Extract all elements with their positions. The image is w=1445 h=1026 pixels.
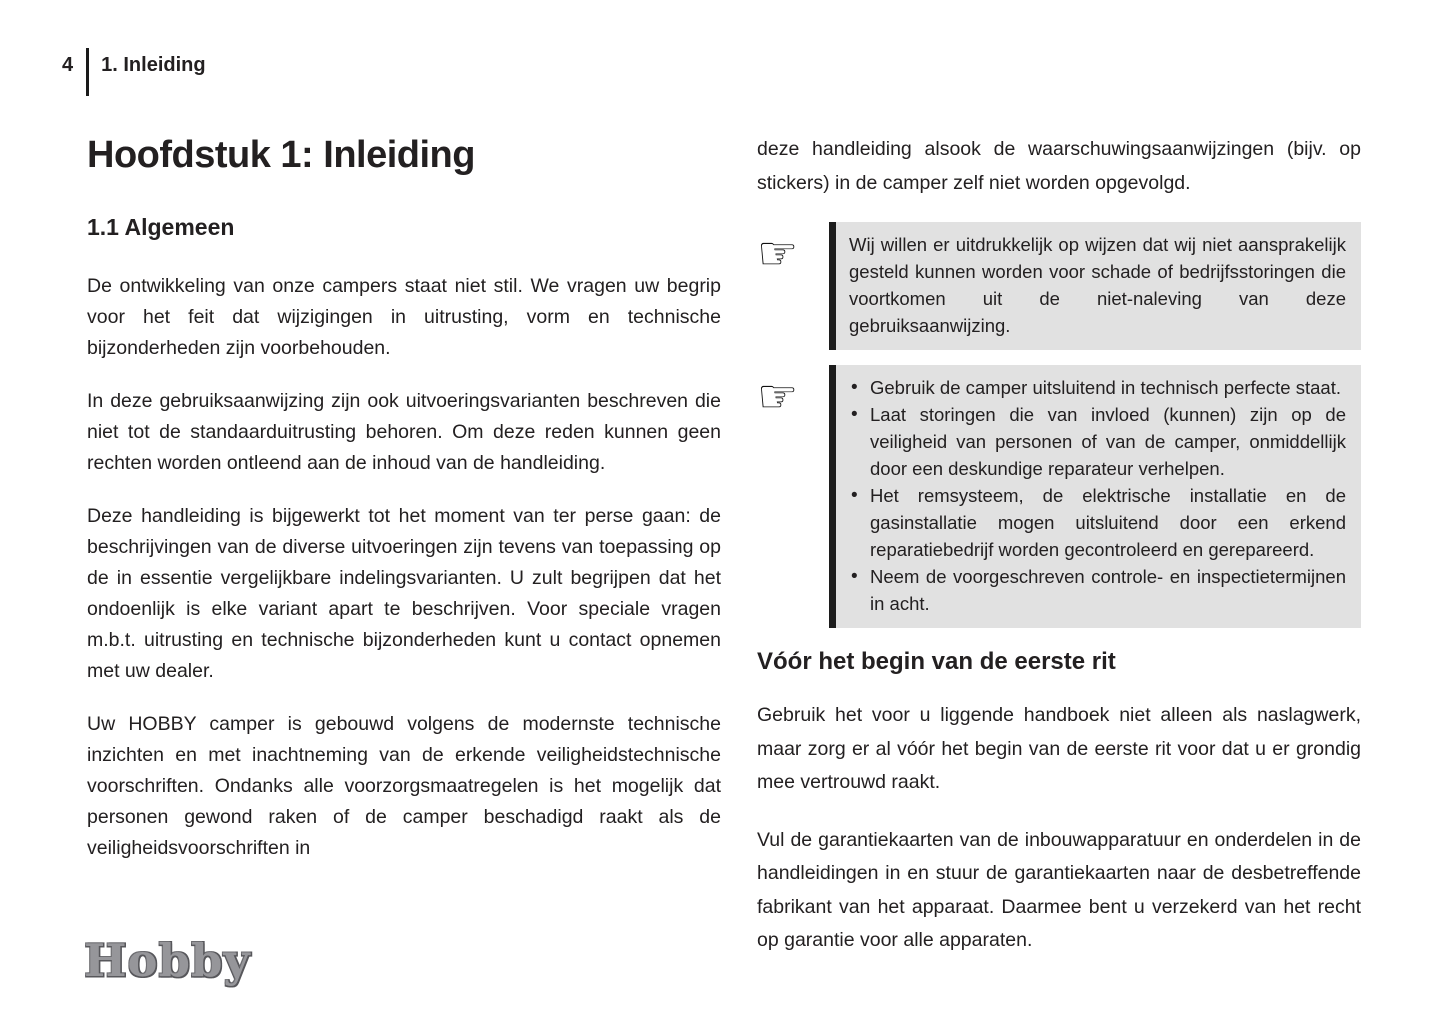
- pointing-hand-icon: ☞: [757, 369, 799, 423]
- header-divider: [86, 48, 89, 96]
- right-column: [757, 133, 1361, 982]
- note-box: [757, 222, 1361, 350]
- paragraph: Vul de garantiekaarten van de inbouwapparatuur en onderdelen in de handleidingen in en stuur de garantiekaarten naar de desbetreffende fabrikant van het apparaat. Daarmee bent u verzekerd van het recht op garantie voor alle apparaten.: [757, 828, 1361, 951]
- subsection-title: Vóór het begin van de eerste rit: [757, 648, 1116, 675]
- note-bullet: • Het remsysteem, de elektrische installatie en de gasinstallatie mogen uitsluitend door een erkend reparatiebedrijf worden gecontroleerd en gerepareerd.: [849, 482, 1346, 563]
- note-bullet: • Gebruik de camper uitsluitend in technisch perfecte staat.: [849, 374, 1346, 401]
- hobby-logo: Hobby: [84, 934, 251, 987]
- left-column: [87, 133, 721, 886]
- pointing-hand-icon: ☞: [757, 226, 799, 280]
- paragraph: Deze handleiding is bijgewerkt tot het moment van ter perse gaan: de beschrijvingen van de diverse uitvoeringen zijn tevens van toepassing op de in essentie vergelijkbare indelingsvarianten. U zult begrijpen dat het ondoenlijk is elke variant apart te beschrijven. Voor speciale vragen m.b.t. uitrusting en technische bijzonderheden kunt u contact opnemen met uw dealer.: [87, 505, 721, 682]
- paragraph: In deze gebruiksaanwijzing zijn ook uitvoeringsvarianten beschreven die niet tot de standaarduitrusting behoren. Om deze reden kunnen geen rechten worden ontleend aan de inhoud van de handleiding.: [87, 390, 721, 474]
- note-bullet: • Neem de voorgeschreven controle- en inspectietermijnen in acht.: [849, 563, 1346, 617]
- page-header: [62, 48, 206, 96]
- note-box: [757, 365, 1361, 628]
- page-number: 4: [62, 54, 74, 76]
- paragraph-continuation: deze handleiding alsook de waarschuwingsaanwijzingen (bijv. op stickers) in de camper zelf niet worden opgevolgd.: [757, 138, 1361, 194]
- note-box-body: [829, 365, 1361, 628]
- paragraph: De ontwikkeling van onze campers staat niet stil. We vragen uw begrip voor het feit dat wijzigingen in uitrusting, vorm en technische bijzonderheden zijn voorbehouden.: [87, 275, 721, 359]
- note-bullet: • Laat storingen die van invloed (kunnen) zijn op de veiligheid van personen of van de camper, onmiddellijk door een deskundige reparateur verhelpen.: [849, 401, 1346, 482]
- section-title: 1.1 Algemeen: [87, 214, 235, 240]
- note-bullet-list: [849, 374, 1346, 617]
- note-text: Wij willen er uitdrukkelijk op wijzen dat wij niet aansprakelijk gesteld kunnen worden voor schade of bedrijfsstoringen die voortkomen uit de niet-naleving van deze gebruiksaanwijzing.: [849, 234, 1346, 336]
- chapter-title: Hoofdstuk 1: Inleiding: [87, 134, 475, 176]
- note-box-body: [829, 222, 1361, 350]
- paragraph: Gebruik het voor u liggende handboek niet alleen als naslagwerk, maar zorg er al vóór het begin van de eerste rit voor dat u er grondig mee vertrouwd raakt.: [757, 704, 1361, 793]
- chapter-label: 1. Inleiding: [101, 54, 206, 76]
- paragraph: Uw HOBBY camper is gebouwd volgens de modernste technische inzichten en met inachtneming van de erkende veiligheidstechnische voorschriften. Ondanks alle voorzorgsmaatregelen is het mogelijk dat personen gewond raken of de camper beschadigd raakt als de veiligheidsvoorschriften in: [87, 713, 721, 859]
